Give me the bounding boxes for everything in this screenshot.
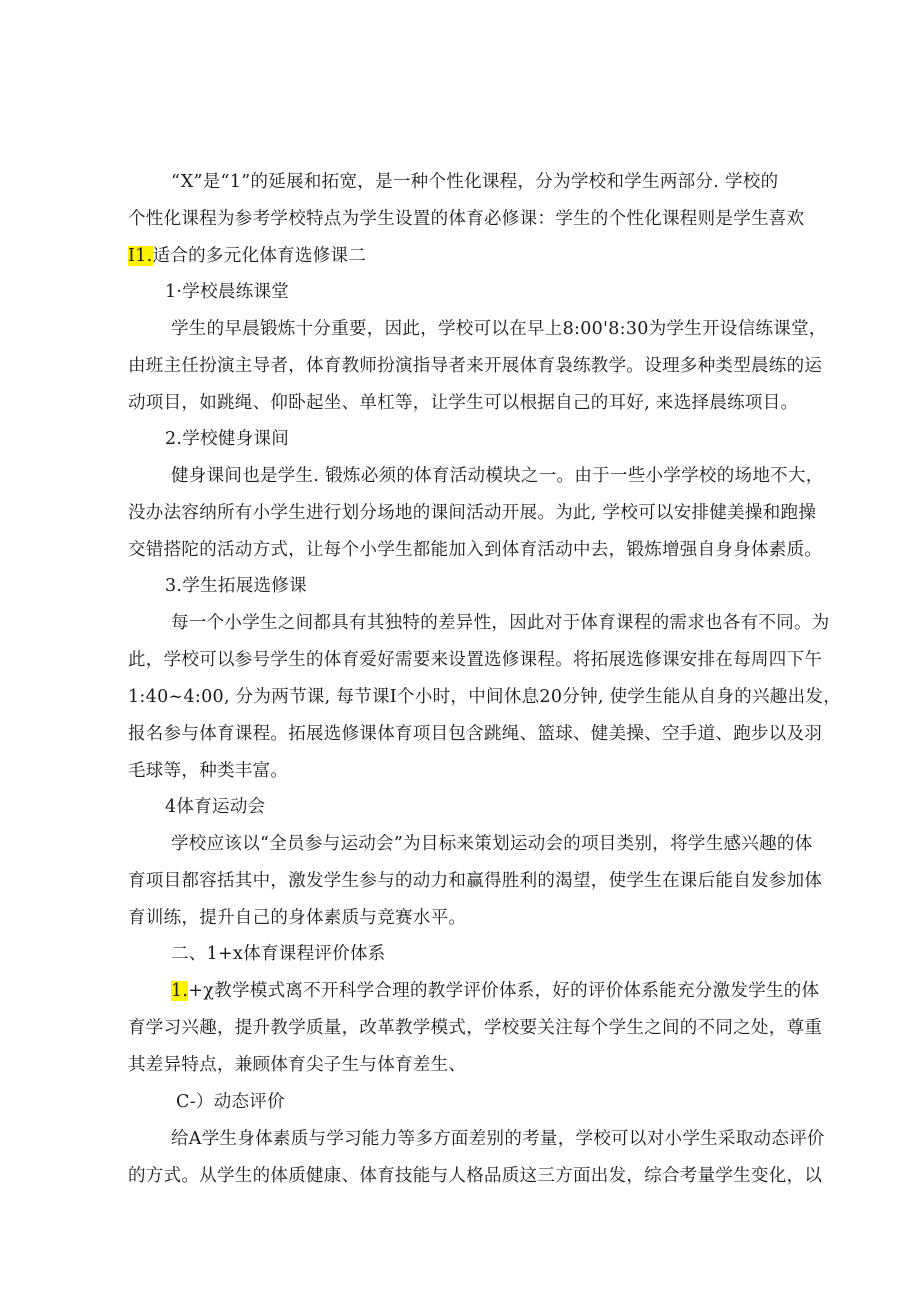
section-heading-4: 4体育运动会 (165, 797, 266, 817)
paragraph-elective-line-2: 此，学校可以参号学生的体育爱好需要来设置选修课程。将拓展选修课安排在每周四下午 (128, 650, 823, 670)
paragraph-elective-line-5: 毛球等，种类丰富。 (128, 761, 289, 781)
paragraph-sports-meet-line-3: 育训练，提升自己的身体素质与竞赛水平。 (128, 908, 467, 928)
section-heading-2: 2.学校健身课间 (165, 429, 290, 449)
paragraph-dynamic-line-2: 的方式。从学生的体质健康、体育技能与人格品质这三方面出发，综合考量学生变化，以 (128, 1166, 823, 1186)
paragraph-morning-line-3: 动项目，如跳绳、仰卧起坐、单杠等，让学生可以根据自己的耳好, 来选择晨练项目。 (128, 393, 799, 413)
paragraph-intro-line-3-text: 适合的多元化体育选修课二 (152, 246, 367, 266)
section-heading-3: 3.学生拓展选修课 (165, 576, 307, 596)
paragraph-intro-line-3 (128, 244, 794, 268)
highlight-mark: 1. (171, 981, 189, 1001)
paragraph-evaluation-line-2: 育学习兴趣，提升教学质量，改革教学模式，学校要关注每个学生之间的不同之处，尊重 (128, 1018, 823, 1038)
paragraph-evaluation-line-3: 其差异特点，兼顾体育尖子生与体育差生、 (128, 1055, 467, 1075)
paragraph-break-line-3: 交错搭陀的活动方式，让每个小学生都能加入到体育活动中去，锻炼增强自身身体素质。 (128, 540, 823, 560)
section-heading-1: 1·学校晨练课堂 (165, 282, 290, 302)
paragraph-break-line-2: 没办法容纳所有小学生进行划分场地的课间活动开展。为此, 学校可以安排健美操和跑操 (128, 503, 817, 523)
paragraph-elective-line-3: 1:40~4:00, 分为两节课, 每节课I个小时，中间休息20分钟, 使学生能从自身的兴趣出发， (128, 687, 842, 707)
paragraph-intro-line-2: 个性化课程为参考学校特点为学生设置的体育必修课：学生的个性化课程则是学生喜欢 (128, 209, 805, 229)
paragraph-elective-line-1: 每一个小学生之间都具有其独特的差异性，因此对于体育课程的需求也各有不同。为 (171, 613, 830, 633)
paragraph-sports-meet-line-2: 育项目都容括其中，激发学生参与的动力和赢得胜利的渴望，使学生在课后能自发参加体 (128, 871, 823, 891)
section-heading-6: C-）动态评价 (176, 1092, 285, 1112)
section-heading-5: 二、1+x体育课程评价体系 (171, 944, 386, 964)
paragraph-dynamic-line-1: 给A学生身体素质与学习能力等多方面差别的考量，学校可以对小学生采取动态评价 (171, 1129, 825, 1149)
paragraph-morning-line-1: 学生的早晨锻炼十分重要，因此，学校可以在早上8:00'8:30为学生开设信练课堂， (171, 319, 827, 339)
paragraph-evaluation-line-1-text: +χ教学模式离不开科学合理的教学评价体系，好的评价体系能充分激发学生的体 (188, 981, 820, 1001)
paragraph-evaluation-line-1 (171, 979, 820, 1003)
paragraph-elective-line-4: 报名参与体育课程。拓展选修课体育项目包含跳绳、篮球、健美操、空手道、跑步以及羽 (128, 724, 823, 744)
paragraph-morning-line-2: 由班主任扮演主导者，体育教师扮演指导者来开展体育袅练教学。设理多种类型晨练的运 (128, 356, 823, 376)
paragraph-break-line-1: 健身课间也是学生. 锻炼必须的体育活动模块之一。由于一些小学学校的场地不大， (171, 466, 824, 486)
paragraph-sports-meet-line-1: 学校应该以“全员参与运动会”为目标来策划运动会的项目类别，将学生感兴趣的体 (171, 834, 813, 854)
paragraph-intro-line-1: “X”是“1”的延展和拓宽，是一种个性化课程，分为学校和学生两部分. 学校的 (171, 172, 779, 192)
highlight-mark: I1. (128, 246, 153, 266)
